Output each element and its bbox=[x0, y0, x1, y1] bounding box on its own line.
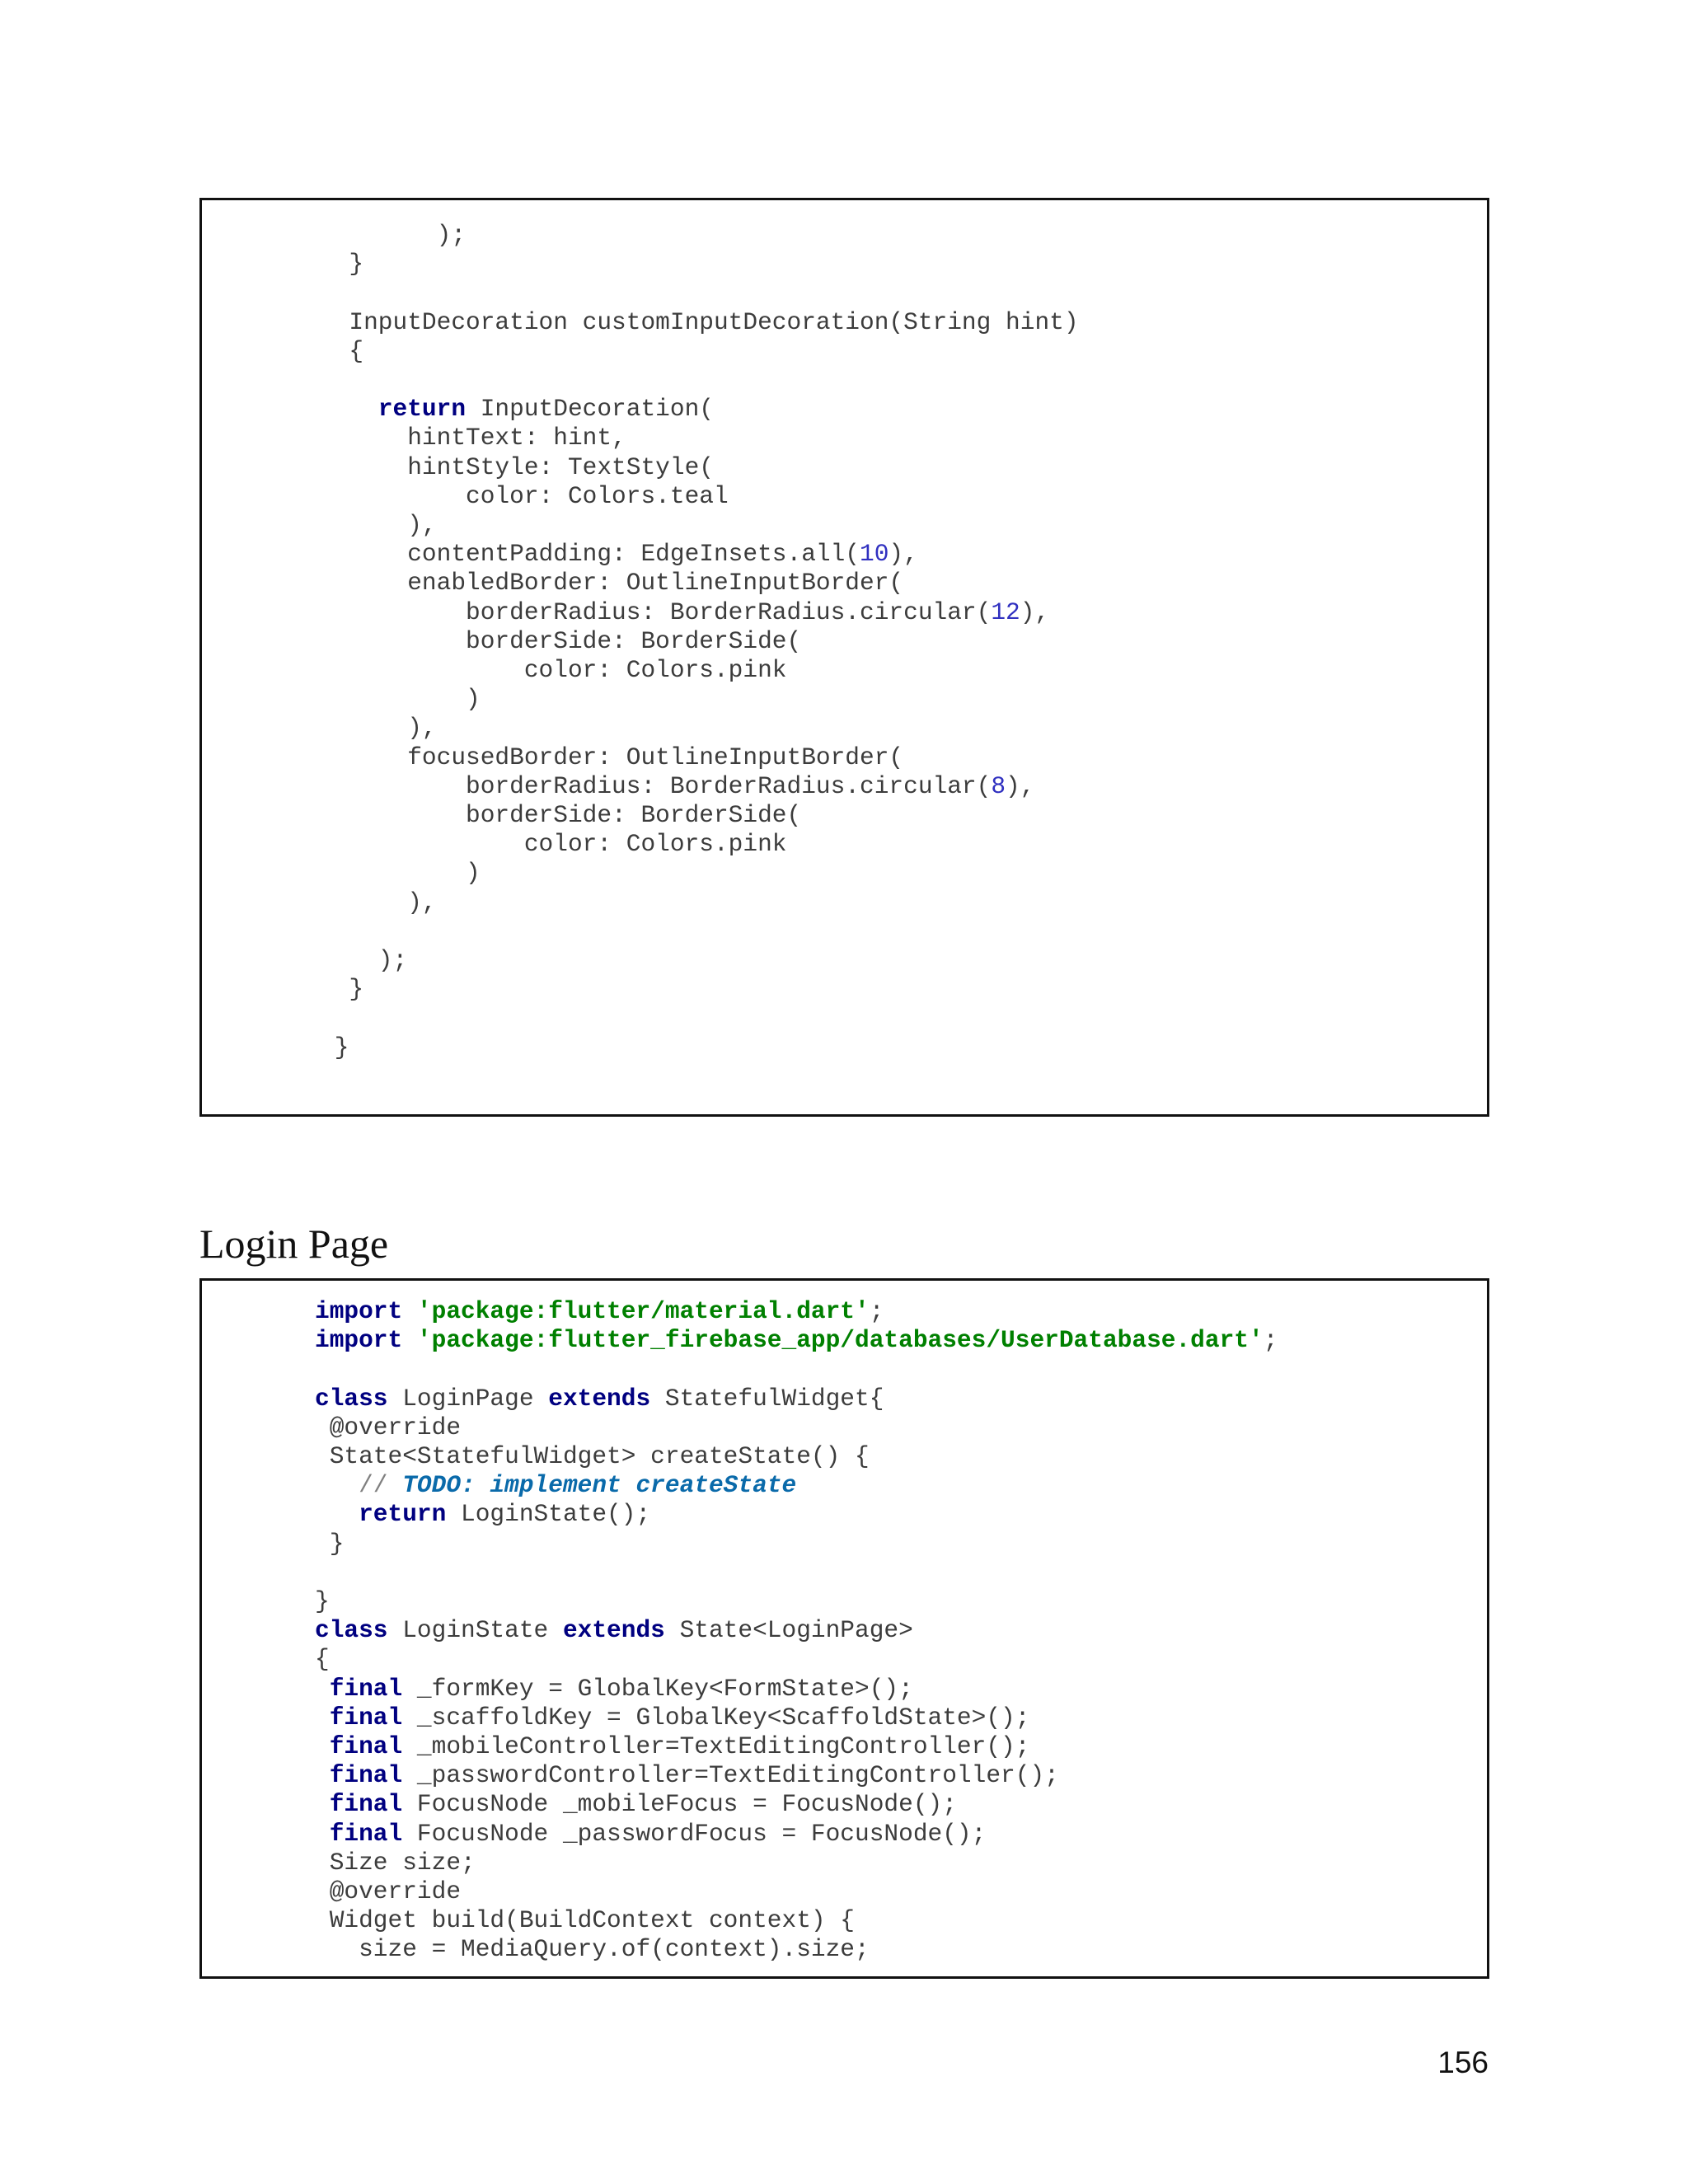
code-token bbox=[315, 1500, 359, 1528]
page-number: 156 bbox=[1437, 2046, 1489, 2079]
code-line bbox=[320, 221, 466, 250]
code-token bbox=[315, 1675, 330, 1703]
code-token: @override bbox=[315, 1413, 462, 1441]
code-token: color: Colors.pink bbox=[320, 656, 787, 684]
code-token bbox=[315, 1732, 330, 1760]
code-token: ), bbox=[320, 888, 437, 916]
code-line bbox=[320, 743, 903, 772]
code-line bbox=[320, 859, 481, 888]
code-token: ), bbox=[320, 714, 437, 743]
code-token bbox=[315, 1471, 359, 1499]
code-line bbox=[315, 1297, 884, 1326]
code-token: @override bbox=[315, 1877, 462, 1905]
code-token-kw: extends bbox=[562, 1616, 665, 1645]
code-token bbox=[315, 1820, 330, 1848]
code-token: ) bbox=[320, 859, 481, 888]
code-line bbox=[315, 1761, 1059, 1790]
code-token: ); bbox=[320, 946, 408, 974]
code-token: focusedBorder: OutlineInputBorder( bbox=[320, 743, 904, 771]
code-line bbox=[315, 1732, 1029, 1761]
code-token-kw: return bbox=[377, 395, 467, 424]
code-token-kw: final bbox=[329, 1819, 403, 1848]
code-token-kw: final bbox=[329, 1674, 403, 1703]
code-token: _mobileController=TextEditingController(); bbox=[402, 1732, 1030, 1760]
section-heading: Login Page bbox=[199, 1221, 389, 1267]
code-token: State<LoginPage> bbox=[664, 1616, 913, 1645]
code-line bbox=[315, 1385, 884, 1413]
code-token: borderSide: BorderSide( bbox=[320, 801, 802, 829]
code-line bbox=[315, 1616, 913, 1645]
code-token-kw: extends bbox=[548, 1384, 651, 1413]
code-line bbox=[315, 1849, 476, 1877]
code-token: Size size; bbox=[315, 1848, 476, 1877]
code-token-kw: final bbox=[329, 1703, 403, 1732]
code-token: borderSide: BorderSide( bbox=[320, 626, 802, 655]
code-token: color: Colors.teal bbox=[320, 481, 729, 510]
code-line bbox=[315, 1645, 330, 1674]
code-line bbox=[320, 250, 363, 279]
code-line bbox=[315, 1500, 650, 1529]
code-token: InputDecoration customInputDecoration(String hint) bbox=[320, 307, 1079, 336]
code-line bbox=[320, 975, 363, 1004]
code-token-kw: class bbox=[315, 1384, 388, 1413]
code-token: borderRadius: BorderRadius.circular( bbox=[320, 771, 992, 800]
code-line bbox=[315, 1704, 1029, 1732]
code-token: } bbox=[320, 1033, 349, 1062]
code-token: ), bbox=[1020, 598, 1050, 626]
code-token: { bbox=[320, 336, 364, 365]
code-token: } bbox=[320, 975, 364, 1004]
code-token: _scaffoldKey = GlobalKey<ScaffoldState>(); bbox=[402, 1703, 1030, 1732]
code-line bbox=[315, 1530, 344, 1558]
code-token-todo: TODO: implement createState bbox=[402, 1471, 797, 1500]
code-token: { bbox=[315, 1645, 330, 1674]
code-token: hintStyle: TextStyle( bbox=[320, 452, 714, 481]
code-token-str: 'package:flutter_firebase_app/databases/UserDatabase.dart' bbox=[416, 1326, 1264, 1355]
code-token: LoginState(); bbox=[446, 1500, 651, 1529]
code-token-kw: import bbox=[315, 1297, 403, 1325]
code-token: enabledBorder: OutlineInputBorder( bbox=[320, 569, 904, 598]
code-line bbox=[315, 1471, 796, 1500]
code-token: ), bbox=[889, 540, 918, 569]
code-token: _passwordController=TextEditingController(); bbox=[402, 1761, 1059, 1790]
code-line bbox=[320, 395, 714, 424]
code-line bbox=[320, 511, 437, 540]
code-token: StatefulWidget{ bbox=[650, 1384, 884, 1413]
code-token-kw: final bbox=[329, 1790, 403, 1819]
code-block-custom-input-decoration bbox=[199, 198, 1489, 1117]
code-token: LoginState bbox=[387, 1616, 563, 1645]
code-line bbox=[320, 540, 918, 569]
code-token: LoginPage bbox=[387, 1384, 549, 1413]
code-token-kw: class bbox=[315, 1616, 388, 1645]
code-token: FocusNode _mobileFocus = FocusNode(); bbox=[402, 1790, 957, 1819]
code-token: } bbox=[315, 1529, 345, 1558]
code-line bbox=[315, 1326, 1278, 1355]
code-token bbox=[315, 1790, 330, 1818]
code-token: color: Colors.pink bbox=[320, 830, 787, 859]
code-line bbox=[315, 1442, 870, 1471]
code-line bbox=[320, 656, 787, 685]
code-line bbox=[320, 685, 481, 714]
code-line bbox=[320, 337, 363, 366]
code-token: InputDecoration( bbox=[466, 395, 714, 424]
code-line bbox=[320, 424, 626, 452]
code-token-kw: final bbox=[329, 1732, 403, 1760]
code-line bbox=[315, 1906, 855, 1935]
code-line bbox=[320, 1033, 349, 1062]
code-line bbox=[315, 1820, 986, 1849]
code-token: borderRadius: BorderRadius.circular( bbox=[320, 598, 992, 626]
code-line bbox=[320, 482, 729, 511]
code-line bbox=[320, 772, 1034, 801]
code-token-str: 'package:flutter/material.dart' bbox=[416, 1297, 870, 1325]
code-token: Widget build(BuildContext context) { bbox=[315, 1906, 856, 1935]
code-token bbox=[315, 1704, 330, 1732]
code-token-kw: final bbox=[329, 1761, 403, 1790]
code-token: size = MediaQuery.of(context).size; bbox=[315, 1935, 870, 1964]
code-token bbox=[402, 1297, 417, 1325]
code-line bbox=[315, 1675, 913, 1704]
code-token-kw: import bbox=[315, 1326, 403, 1355]
code-token: ) bbox=[320, 685, 481, 714]
code-line bbox=[320, 801, 801, 830]
code-token: } bbox=[320, 250, 364, 279]
code-token: ), bbox=[320, 511, 437, 539]
code-block-login-page bbox=[199, 1278, 1489, 1979]
code-line bbox=[315, 1790, 957, 1819]
code-token: } bbox=[315, 1587, 330, 1615]
code-token-cmt: // bbox=[359, 1471, 403, 1500]
code-line bbox=[320, 598, 1049, 627]
code-line bbox=[320, 888, 437, 917]
code-token bbox=[320, 395, 378, 423]
code-token-num: 10 bbox=[860, 540, 889, 569]
code-token-kw: return bbox=[359, 1500, 447, 1529]
code-line bbox=[320, 946, 407, 975]
code-line bbox=[320, 308, 1079, 337]
code-line bbox=[320, 714, 437, 743]
code-line bbox=[315, 1587, 330, 1616]
code-token: _formKey = GlobalKey<FormState>(); bbox=[402, 1674, 913, 1703]
code-line bbox=[320, 627, 801, 656]
code-line bbox=[320, 830, 787, 859]
code-line bbox=[320, 569, 903, 598]
code-line bbox=[320, 453, 714, 482]
code-token: ; bbox=[1263, 1326, 1278, 1355]
code-token-num: 8 bbox=[991, 771, 1006, 800]
code-token bbox=[315, 1761, 330, 1789]
code-token bbox=[402, 1326, 417, 1354]
code-token: ), bbox=[1006, 771, 1035, 800]
code-token: contentPadding: EdgeInsets.all( bbox=[320, 540, 860, 569]
code-token: FocusNode _passwordFocus = FocusNode(); bbox=[402, 1819, 987, 1848]
code-token: State<StatefulWidget> createState() { bbox=[315, 1442, 870, 1470]
code-line bbox=[315, 1413, 461, 1442]
code-token: hintText: hint, bbox=[320, 424, 626, 452]
code-token: ); bbox=[320, 221, 467, 249]
code-token: ; bbox=[869, 1297, 884, 1325]
code-line bbox=[315, 1935, 870, 1964]
code-line bbox=[315, 1877, 461, 1906]
code-token-num: 12 bbox=[991, 598, 1020, 626]
